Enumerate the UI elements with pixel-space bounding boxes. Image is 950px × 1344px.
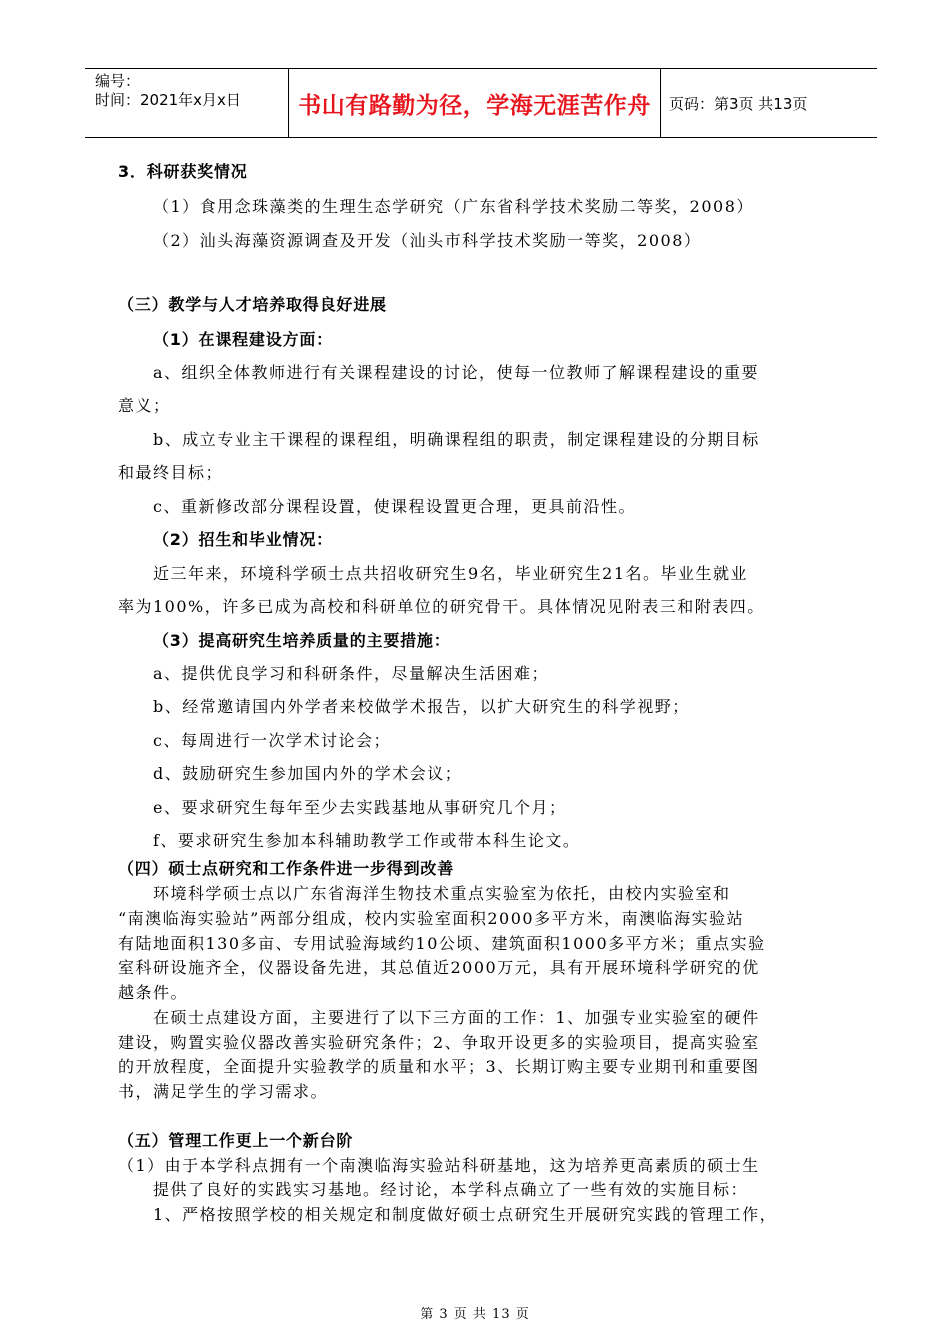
paragraph-line: 提供了良好的实践实习基地。经讨论，本学科点确立了一些有效的实施目标： bbox=[153, 1180, 749, 1199]
paragraph-line: e、要求研究生每年至少去实践基地从事研究几个月； bbox=[153, 798, 567, 817]
paragraph-line: a、组织全体教师进行有关课程建设的讨论，使每一位教师了解课程建设的重要 bbox=[153, 363, 760, 382]
subsection-heading: （1）在课程建设方面： bbox=[153, 330, 333, 349]
section-heading: 3．科研获奖情况 bbox=[118, 162, 248, 181]
paragraph-line: 意义； bbox=[118, 396, 171, 415]
paragraph-line: 建设，购置实验仪器改善实验研究条件；2、争取开设更多的实验项目，提高实验室 bbox=[118, 1033, 760, 1052]
header-info bbox=[85, 69, 288, 137]
paragraph-line: 室科研设施齐全，仪器设备先进，其总值近2000万元，具有开展环境科学研究的优 bbox=[118, 958, 760, 977]
subsection-heading: （3）提高研究生培养质量的主要措施： bbox=[153, 631, 451, 650]
paragraph-line: 有陆地面积130多亩、专用试验海域约10公顷、建筑面积1000多平方米；重点实验 bbox=[118, 934, 766, 953]
paragraph-line: c、每周进行一次学术讨论会； bbox=[153, 731, 391, 750]
section-heading: （五）管理工作更上一个新台阶 bbox=[118, 1131, 354, 1150]
paragraph-line: 书，满足学生的学习需求。 bbox=[118, 1082, 329, 1101]
paragraph-line: 近三年来，环境科学硕士点共招收研究生9名，毕业研究生21名。毕业生就业 bbox=[153, 564, 749, 583]
subsection-heading: （2）招生和毕业情况： bbox=[153, 530, 333, 549]
paragraph-line: 1、严格按照学校的相关规定和制度做好硕士点研究生开展研究实践的管理工作， bbox=[153, 1205, 778, 1224]
document-number: 编号： bbox=[95, 72, 141, 90]
paragraph-line: “南澳临海实验站”两部分组成，校内实验室面积2000多平方米，南澳临海实验站 bbox=[118, 909, 745, 928]
paragraph-line: （2）汕头海藻资源调查及开发（汕头市科学技术奖励一等奖，2008） bbox=[153, 231, 702, 250]
paragraph-line: d、鼓励研究生参加国内外的学术会议； bbox=[153, 764, 463, 783]
document-date: 时间：2021年x月x日 bbox=[95, 91, 241, 109]
paragraph-line: a、提供优良学习和科研条件，尽量解决生活困难； bbox=[153, 664, 550, 683]
page-footer: 第 3 页 共 13 页 bbox=[420, 1307, 530, 1322]
paragraph-line: 在硕士点建设方面，主要进行了以下三方面的工作：1、加强专业实验室的硬件 bbox=[153, 1008, 760, 1027]
section-heading: （三）教学与人才培养取得良好进展 bbox=[118, 295, 387, 314]
paragraph-line: （1）由于本学科点拥有一个南澳临海实验站科研基地，这为培养更高素质的硕士生 bbox=[118, 1156, 760, 1175]
paragraph-line: c、重新修改部分课程设置，使课程设置更合理，更具前沿性。 bbox=[153, 497, 636, 516]
header-motto-cell bbox=[288, 69, 661, 137]
header-page-number: 页码：第3页 共13页 bbox=[669, 94, 808, 113]
paragraph-line: 环境科学硕士点以广东省海洋生物技术重点实验室为依托，由校内实验室和 bbox=[153, 884, 731, 903]
paragraph-line: 越条件。 bbox=[118, 983, 189, 1002]
paragraph-line: b、经常邀请国内外学者来校做学术报告，以扩大研究生的科学视野； bbox=[153, 697, 690, 716]
page-header bbox=[85, 68, 877, 138]
paragraph-line: b、成立专业主干课程的课程组，明确课程组的职责，制定课程建设的分期目标 bbox=[153, 430, 760, 449]
paragraph-line: f、要求研究生参加本科辅助教学工作或带本科生论文。 bbox=[153, 831, 581, 850]
paragraph-line: （1）食用念珠藻类的生理生态学研究（广东省科学技术奖励二等奖，2008） bbox=[153, 197, 754, 216]
section-heading: （四）硕士点研究和工作条件进一步得到改善 bbox=[118, 859, 455, 878]
header-page-cell bbox=[661, 69, 877, 137]
header-motto: 书山有路勤为径，学海无涯苦作舟 bbox=[298, 92, 651, 119]
paragraph-line: 率为100%，许多已成为高校和科研单位的研究骨干。具体情况见附表三和附表四。 bbox=[118, 597, 765, 616]
paragraph-line: 的开放程度，全面提升实验教学的质量和水平；3、长期订购主要专业期刊和重要图 bbox=[118, 1057, 760, 1076]
paragraph-line: 和最终目标； bbox=[118, 463, 224, 482]
